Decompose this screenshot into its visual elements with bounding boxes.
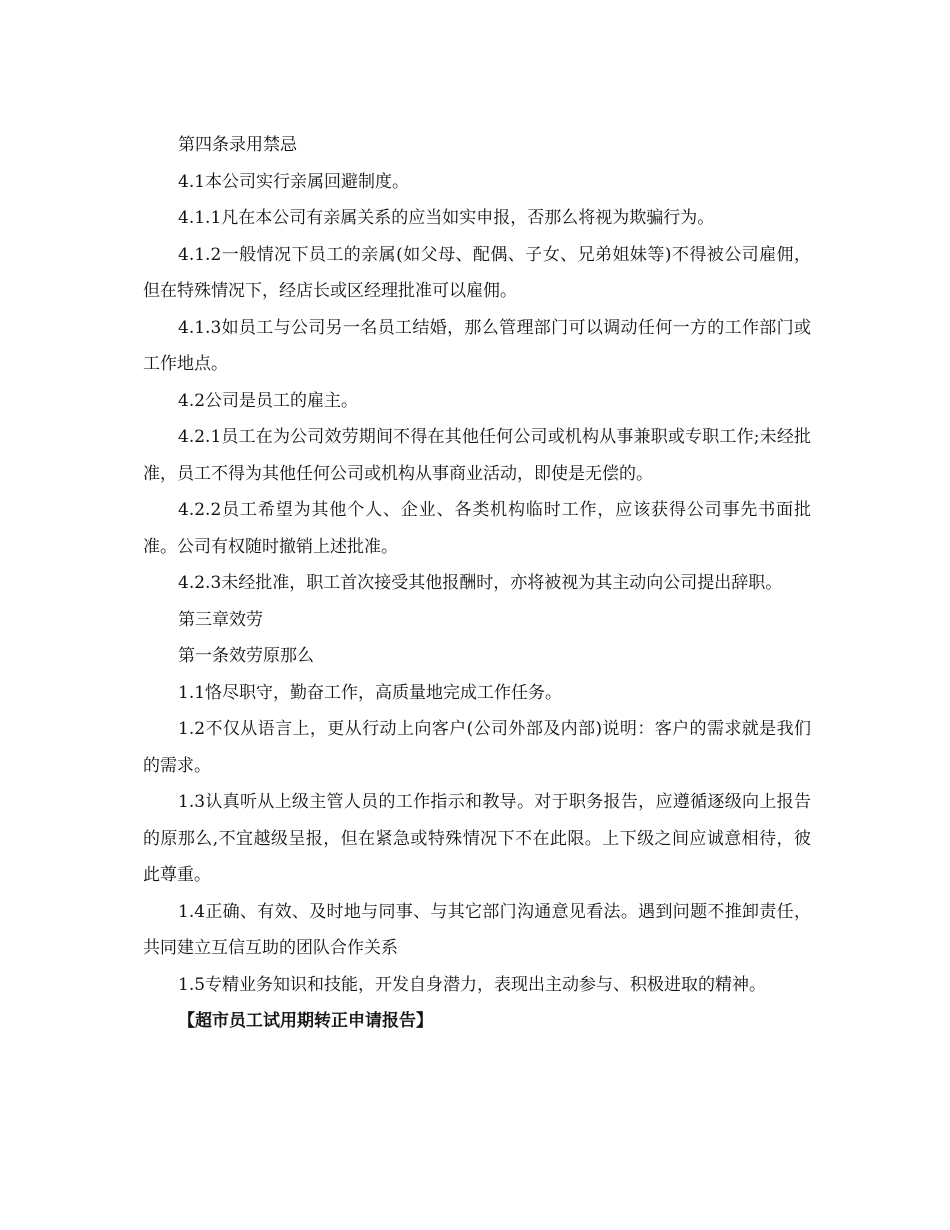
document-body <box>143 127 811 1040</box>
paragraph: 1.5专精业务知识和技能，开发自身潜力，表现出主动参与、积极进取的精神。 <box>178 974 767 995</box>
paragraph: 4.2.2员工希望为其他个人、企业、各类机构临时工作，应该获得公司事先书面批准。公司有权随时撤销上述批准。 <box>143 500 811 557</box>
paragraph: 4.1.3如员工与公司另一名员工结婚，那么管理部门可以调动任何一方的工作部门或工作地点。 <box>143 317 811 374</box>
paragraph: 1.1恪尽职守，勤奋工作，高质量地完成工作任务。 <box>178 682 563 703</box>
related-title: 【超市员工试用期转正申请报告】 <box>178 1011 433 1031</box>
article-heading: 第四条录用禁忌 <box>178 135 297 155</box>
chapter-heading: 第三章效劳 <box>178 609 263 630</box>
paragraph: 1.4正确、有效、及时地与同事、与其它部门沟通意见看法。遇到问题不推卸责任，共同建立互信互助的团队合作关系 <box>143 901 811 958</box>
paragraph: 4.1本公司实行亲属回避制度。 <box>178 171 410 192</box>
paragraph: 4.2公司是员工的雇主。 <box>178 390 359 411</box>
paragraph: 1.2不仅从语言上，更从行动上向客户(公司外部及内部)说明：客户的需求就是我们的需求。 <box>143 719 811 776</box>
paragraph: 4.1.2一般情况下员工的亲属(如父母、配偶、子女、兄弟姐妹等)不得被公司雇佣，但在特殊情况下，经店长或区经理批准可以雇佣。 <box>143 244 811 301</box>
paragraph: 4.2.1员工在为公司效劳期间不得在其他任何公司或机构从事兼职或专职工作;未经批准，员工不得为其他任何公司或机构从事商业活动，即使是无偿的。 <box>143 427 811 484</box>
paragraph: 4.1.1凡在本公司有亲属关系的应当如实申报，否那么将视为欺骗行为。 <box>178 208 715 228</box>
paragraph: 4.2.3未经批准，职工首次接受其他报酬时，亦将被视为其主动向公司提出辞职。 <box>178 573 783 593</box>
paragraph: 1.3认真听从上级主管人员的工作指示和教导。对于职务报告，应遵循逐级向上报告的原那么,不宜越级呈报，但在紧急或特殊情况下不在此限。上下级之间应诚意相待，彼此尊重。 <box>143 792 811 885</box>
article-heading: 第一条效劳原那么 <box>178 646 314 666</box>
